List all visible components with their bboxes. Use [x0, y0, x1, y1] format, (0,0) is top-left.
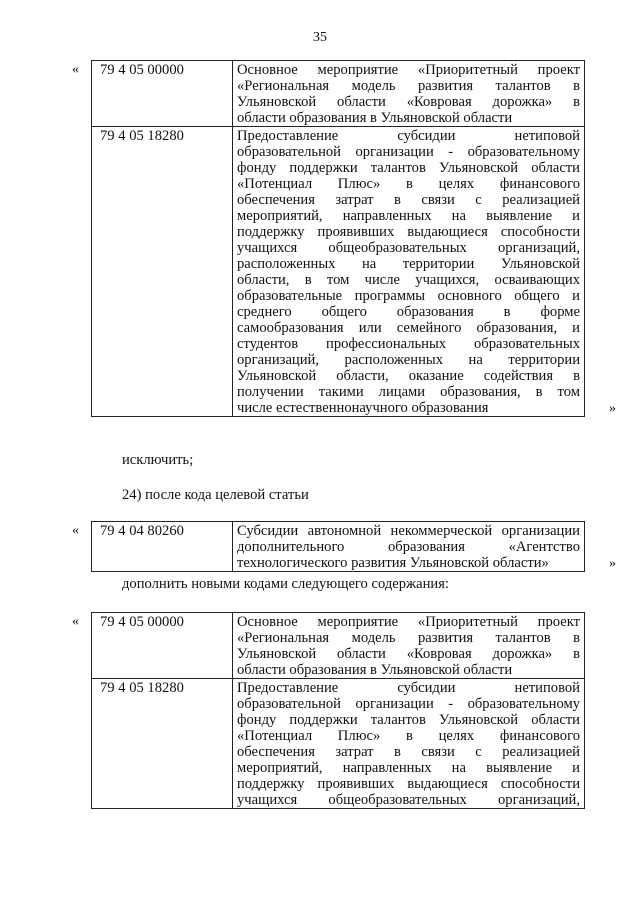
codes-table [91, 612, 585, 809]
table-row [92, 613, 585, 679]
description-line: области образования в Ульяновской области [237, 110, 513, 126]
description-cell [233, 127, 585, 417]
description-line: Предоставление субсидии нетиповой [237, 128, 580, 144]
description-line: Ульяновской области, оказание содействия в [237, 368, 580, 384]
description-line: обеспечения затрат в связи с реализацией [237, 744, 580, 760]
description-line: фонду поддержки талантов Ульяновской области [237, 160, 580, 176]
item-24-text: 24) после кода целевой статьи [122, 487, 309, 503]
opening-quote: « [72, 523, 79, 538]
exclude-text: исключить; [122, 452, 194, 468]
code-cell: 79 4 05 18280 [92, 127, 233, 417]
code-cell: 79 4 05 00000 [92, 613, 233, 679]
description-line: Ульяновской области «Ковровая дорожка» в [237, 646, 580, 662]
description-line: технологического развития Ульяновской области» [237, 555, 549, 571]
description-line: дополнительного образования «Агентство [237, 539, 580, 555]
codes-table [91, 60, 585, 417]
description-line: мероприятий, направленных на выявление и [237, 208, 580, 224]
description-line: поддержку проявивших выдающиеся способности [237, 776, 580, 792]
description-line: «Региональная модель развития талантов в [237, 630, 580, 646]
description-line: области, в том числе учащихся, осваивающих [237, 272, 580, 288]
closing-quote: » [609, 556, 616, 571]
code-cell: 79 4 05 00000 [92, 61, 233, 127]
description-line: Субсидии автономной некоммерческой организации [237, 523, 580, 539]
description-line: организаций, расположенных на территории [237, 352, 580, 368]
description-line: учащихся общеобразовательных организаций, [237, 792, 580, 808]
description-line: поддержку проявивших выдающиеся способности [237, 224, 580, 240]
description-line: области образования в Ульяновской области [237, 662, 513, 678]
description-line: учащихся общеобразовательных организаций, [237, 240, 580, 256]
table-row [92, 127, 585, 417]
description-line: расположенных на территории Ульяновской [237, 256, 580, 272]
description-cell [233, 679, 585, 809]
description-line: получении такими лицами образования, в том [237, 384, 580, 400]
page-number: 35 [313, 30, 327, 45]
description-line: студентов профессиональных образовательных [237, 336, 580, 352]
description-line: самообразования или семейного образования, и [237, 320, 580, 336]
description-line: «Региональная модель развития талантов в [237, 78, 580, 94]
description-line: Основное мероприятие «Приоритетный проект [237, 614, 580, 630]
description-cell [233, 613, 585, 679]
description-cell [233, 61, 585, 127]
closing-quote: » [609, 401, 616, 416]
description-line: образовательные программы основного общего и [237, 288, 580, 304]
description-line: «Потенциал Плюс» в целях финансового [237, 728, 580, 744]
description-line: «Потенциал Плюс» в целях финансового [237, 176, 580, 192]
table-row [92, 61, 585, 127]
description-line: Основное мероприятие «Приоритетный проект [237, 62, 580, 78]
code-cell: 79 4 04 80260 [92, 522, 233, 572]
table-row [92, 522, 585, 572]
opening-quote: « [72, 62, 79, 77]
description-cell [233, 522, 585, 572]
codes-table-block-2 [72, 521, 616, 572]
table-row [92, 679, 585, 809]
description-line: Предоставление субсидии нетиповой [237, 680, 580, 696]
codes-table-block-3 [72, 612, 616, 809]
code-cell: 79 4 05 18280 [92, 679, 233, 809]
description-line: Ульяновской области «Ковровая дорожка» в [237, 94, 580, 110]
codes-table [91, 521, 585, 572]
description-line: мероприятий, направленных на выявление и [237, 760, 580, 776]
opening-quote: « [72, 614, 79, 629]
description-line: среднего общего образования в форме [237, 304, 580, 320]
description-line: обеспечения затрат в связи с реализацией [237, 192, 580, 208]
description-line: фонду поддержки талантов Ульяновской области [237, 712, 580, 728]
description-line: образовательной организации - образовательному [237, 696, 580, 712]
codes-table-block-1 [72, 60, 616, 417]
description-line: числе естественнонаучного образования [237, 400, 489, 416]
add-codes-text: дополнить новыми кодами следующего содержания: [122, 576, 449, 592]
description-line: образовательной организации - образовательному [237, 144, 580, 160]
